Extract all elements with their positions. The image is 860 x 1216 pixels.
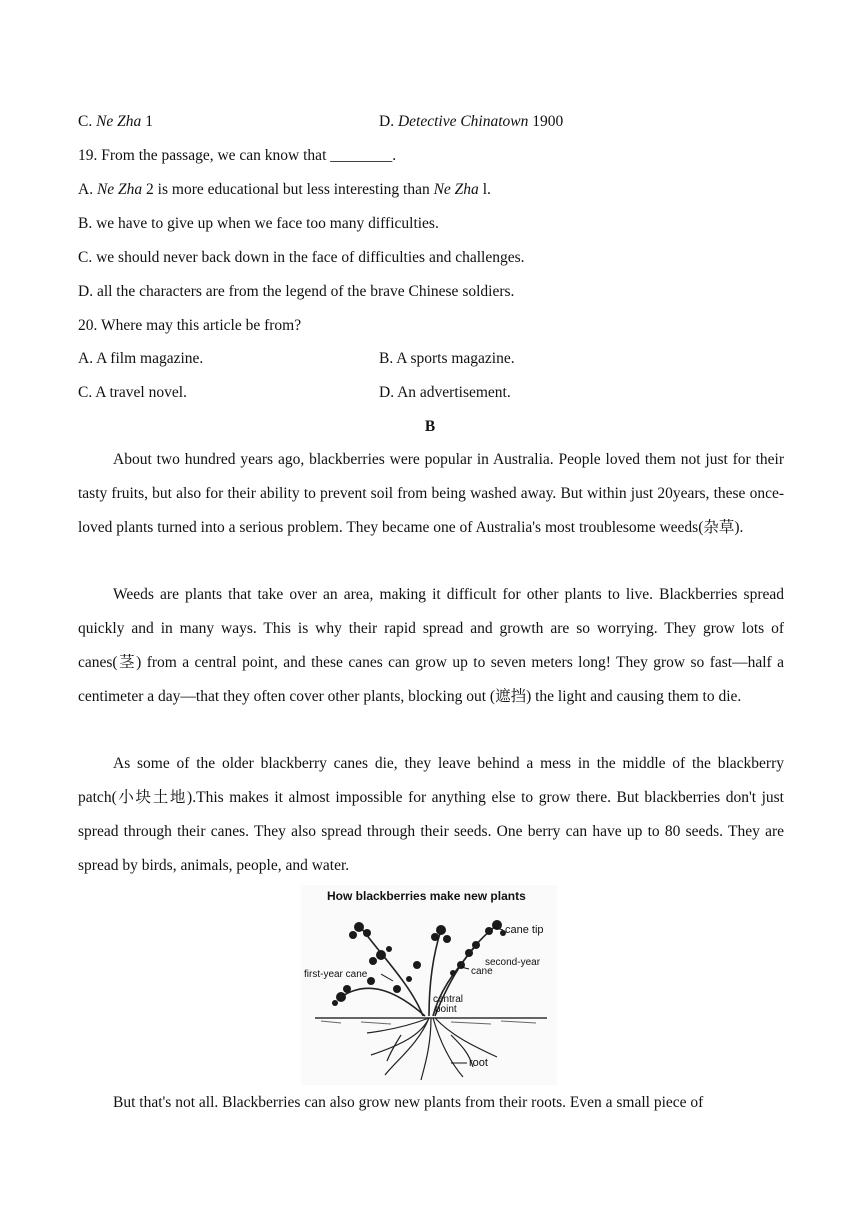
paragraph-4-first-line: But that's not all. Blackberries can also grow new plants from their roots. Even a small piece of [113, 1094, 704, 1111]
paragraph-3: As some of the older blackberry canes die, they leave behind a mess in the middle of the blackberry patch(小块土地).This makes it almost impossible for anything else to grow there. But blackberries don't just spread through their canes. They also spread through their seeds. One berry can have up to 80 seeds. They are spread by birds, animals, people, and water. [78, 755, 784, 874]
paragraph-2: Weeds are plants that take over an area, making it difficult for other plants to live. Blackberries spread quickly and in many ways. This is why their rapid spread and growth are so worrying. They grow lots of canes(茎) from a central point, and these canes can grow up to seven meters long! They grow so fast—half a centimeter a day—that they often cover other plants, blocking out (遮挡) the light and causing them to die. [78, 586, 784, 705]
left-cane [359, 925, 423, 1016]
q20-option-c: C. A travel novel. [78, 384, 187, 401]
first-year-cane [341, 988, 425, 1016]
label-first-year-cane: first-year cane [304, 969, 368, 980]
q20-option-a: A. A film magazine. [78, 350, 204, 367]
q18-option-d: D. Detective Chinatown 1900 [379, 113, 564, 130]
q20-option-d: D. An advertisement. [379, 384, 511, 401]
label-central-point-2: point [435, 1004, 457, 1015]
q19-option-a: A. Ne Zha 2 is more educational but less interesting than Ne Zha l. [78, 181, 491, 198]
q19-option-d: D. all the characters are from the legend of the brave Chinese soldiers. [78, 283, 515, 300]
paragraph-1: About two hundred years ago, blackberries were popular in Australia. People loved them not just for their tasty fruits, but also for their ability to prevent soil from being washed away. But within just 20years, these once-loved plants turned into a serious problem. They became one of Australia's most troublesome weeds(杂草). [78, 451, 784, 536]
blackberry-diagram [301, 885, 557, 1085]
q19-stem: 19. From the passage, we can know that ________. [78, 147, 397, 164]
q19-option-b: B. we have to give up when we face too many difficulties. [78, 215, 439, 232]
label-central-point-1: central [433, 994, 464, 1005]
soil-texture [321, 1021, 536, 1024]
leaf-clusters [332, 920, 506, 1006]
q19-option-c: C. we should never back down in the face of difficulties and challenges. [78, 249, 525, 266]
label-root: root [469, 1057, 488, 1069]
label-second-year-1: second-year [485, 957, 541, 968]
q20-stem: 20. Where may this article be from? [78, 317, 302, 334]
section-b-heading: B [424, 418, 436, 435]
diagram-title: How blackberries make new plants [327, 889, 526, 903]
q20-option-b: B. A sports magazine. [379, 350, 515, 367]
label-cane-tip: cane tip [505, 924, 544, 936]
q18-option-c-title: Ne Zha [96, 113, 142, 130]
q18-option-d-title: Detective Chinatown [397, 113, 529, 130]
blackberry-plant-illustration [301, 885, 557, 1085]
q18-option-c: C. Ne Zha 1 [78, 113, 153, 130]
label-second-year-2: cane [471, 966, 493, 977]
roots [367, 1018, 497, 1080]
